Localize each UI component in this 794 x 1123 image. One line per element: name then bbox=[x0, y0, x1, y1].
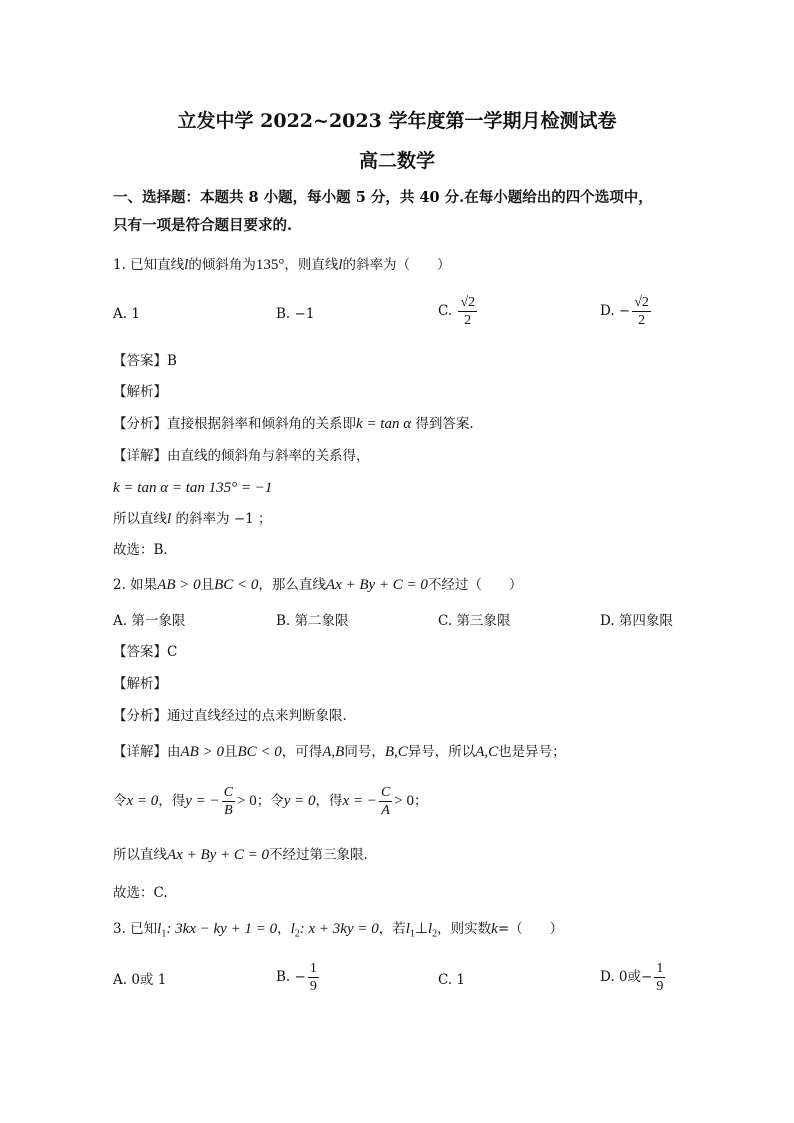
q1-option-c: C. $\frac{√2}{2}$ bbox=[438, 295, 476, 328]
section-heading-line2: 只有一项是符合题目要求的. bbox=[113, 217, 293, 234]
q2-detail-line2: 令x = 0，得y = − $\frac{C}{B}$ > 0；令y = 0，得x = − $\frac{C}{A}$ > 0； bbox=[113, 785, 428, 818]
q2-option-c: C. 第三象限 bbox=[438, 613, 511, 629]
exam-title: 立发中学 2022~2023 学年度第一学期月检测试卷 bbox=[177, 110, 617, 132]
q2-answer: 【答案】C bbox=[113, 644, 178, 660]
q2-stem: 2. 如果AB > 0且BC < 0，那么直线Ax + By + C = 0不经过（ ） bbox=[113, 577, 523, 593]
q3-option-a: A. 0或 1 bbox=[113, 972, 167, 988]
q3-stem: 3. 已知$l_1$: 3kx − ky + 1 = 0，$l_2$: x + 3ky = 0，若$l_1\perp l_2$，则实数k=（ ） bbox=[113, 921, 564, 940]
q2-fenxi: 【分析】通过直线经过的点来判断象限. bbox=[113, 708, 347, 724]
q1-analysis-label: 【解析】 bbox=[113, 384, 167, 400]
q2-option-d: D. 第四象限 bbox=[600, 613, 673, 629]
q2-detail-line1: 【详解】由AB > 0且BC < 0，可得A,B同号，B,C异号，所以A,C也是异号； bbox=[113, 744, 566, 760]
q1-option-b: B. −1 bbox=[276, 306, 315, 322]
q2-option-a: A. 第一象限 bbox=[113, 613, 186, 629]
q2-option-b: B. 第二象限 bbox=[276, 613, 349, 629]
q2-fraction-c-over-b: $\frac{C}{B}$ bbox=[223, 785, 234, 818]
q1-conclusion: 所以直线l 的斜率为 −1 ； bbox=[113, 511, 272, 527]
q3-option-c: C. 1 bbox=[438, 972, 466, 988]
q1-option-c-fraction: $\frac{√2}{2}$ bbox=[460, 295, 476, 328]
q2-choice: 故选：C. bbox=[113, 885, 168, 901]
q1-detail: 【详解】由直线的倾斜角与斜率的关系得， bbox=[113, 448, 370, 464]
q3-option-d-fraction: $\frac{1}{9}$ bbox=[656, 961, 664, 994]
q1-choice: 故选：B. bbox=[113, 542, 168, 558]
q2-conclusion: 所以直线Ax + By + C = 0不经过第三象限. bbox=[113, 847, 368, 863]
q1-fenxi: 【分析】直接根据斜率和倾斜角的关系即k = tan α 得到答案. bbox=[113, 416, 474, 432]
q2-fraction-c-over-a: $\frac{C}{A}$ bbox=[380, 785, 391, 818]
q1-detail-formula: k = tan α = tan 135° = −1 bbox=[113, 480, 273, 496]
exam-subtitle: 高二数学 bbox=[358, 150, 435, 172]
q1-option-d: D. − $\frac{√2}{2}$ bbox=[600, 295, 649, 328]
q1-stem: 1. 已知直线l的倾斜角为135°，则直线l的斜率为（ ） bbox=[113, 257, 451, 273]
q1-option-a: A. 1 bbox=[113, 306, 140, 322]
q3-option-b-fraction: $\frac{1}{9}$ bbox=[309, 961, 317, 994]
q3-option-b: B. − $\frac{1}{9}$ bbox=[276, 961, 317, 994]
q2-analysis-label: 【解析】 bbox=[113, 676, 167, 692]
q3-option-d: D. 0或− $\frac{1}{9}$ bbox=[600, 961, 664, 994]
q1-option-d-fraction: $\frac{√2}{2}$ bbox=[634, 295, 649, 328]
section-heading-line1: 一、选择题：本题共 8 小题，每小题 5 分，共 40 分.在每小题给出的四个选项中， bbox=[113, 189, 653, 206]
q1-answer: 【答案】B bbox=[113, 353, 177, 369]
